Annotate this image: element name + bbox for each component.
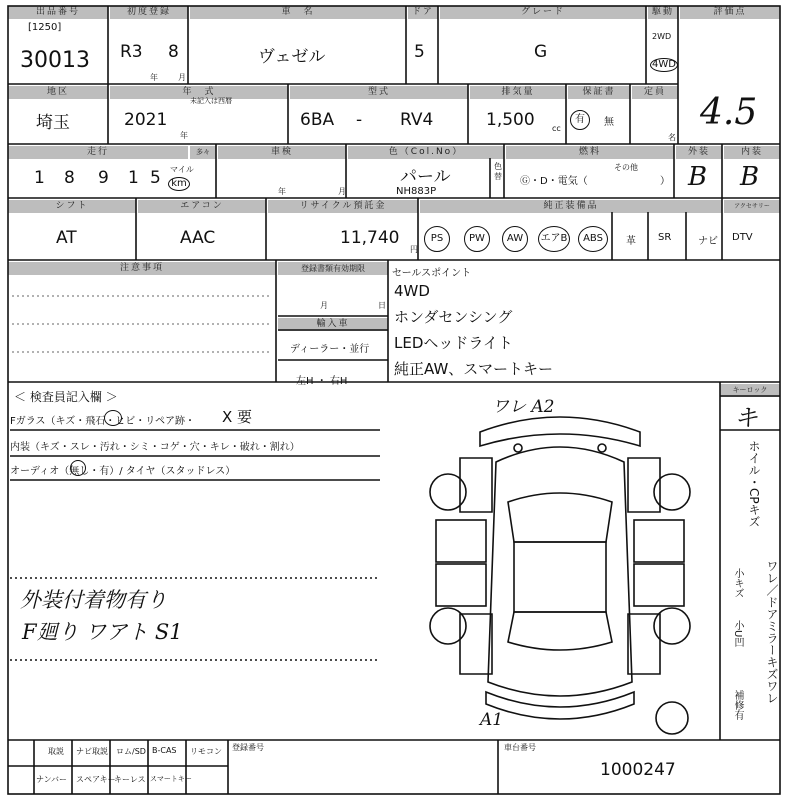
roof	[514, 542, 606, 612]
sales-point-2: ホンダセンシング	[394, 308, 513, 326]
aircon: AAC	[180, 228, 216, 248]
right-front-door	[634, 520, 684, 562]
recycle-unit: 円	[410, 245, 418, 254]
header-shift: シフト	[8, 200, 136, 213]
rear-window	[508, 612, 612, 650]
header-equipment: 純正装備品	[420, 200, 722, 213]
header-displacement: 排気量	[470, 86, 566, 99]
color-change-label: 色替	[494, 162, 502, 181]
legend-repaired: 補修有	[732, 690, 743, 720]
model-year-unit: 年	[180, 131, 188, 140]
glass-repair-needed: X 要	[222, 408, 253, 426]
auction-code: [1250]	[28, 22, 62, 33]
mileage-digit-2: 8	[64, 168, 75, 188]
year-note: 未記入は西暦	[190, 97, 232, 105]
header-aircon: エアコン	[138, 200, 266, 213]
equip-airbag-circled: エアB	[538, 226, 570, 252]
mirror-left	[514, 444, 522, 452]
windshield	[508, 493, 612, 542]
bottom-navi-manual: ナビ取説	[76, 747, 108, 756]
header-area: 地区	[8, 86, 108, 99]
bottom-plate: ナンバー	[36, 775, 68, 784]
interior-grade: B	[740, 162, 760, 192]
doors: 5	[414, 42, 425, 62]
reg-expiry-day: 日	[378, 301, 386, 310]
equip-ps-circled: PS	[424, 226, 450, 252]
diagram-note-bottom: A1	[480, 710, 504, 730]
key-mark: キ	[734, 404, 758, 432]
bottom-chassis-label: 車台番号	[504, 743, 536, 752]
capacity-unit: 名	[668, 133, 676, 142]
displacement: 1,500	[486, 110, 535, 130]
equip-pw-circled: PW	[464, 226, 490, 252]
mileage-unit-km-circled: km	[168, 177, 190, 191]
header-model: 型式	[290, 86, 468, 99]
color-code: NH883P	[396, 186, 437, 197]
mileage-digit-3: 9	[98, 168, 109, 188]
left-rear-door	[436, 564, 486, 606]
fuel-other: その他	[614, 163, 638, 172]
car-body	[488, 447, 632, 696]
right-rear-door	[634, 564, 684, 606]
model-prefix: 6BA	[300, 110, 335, 130]
bottom-remote: リモコン	[190, 747, 222, 756]
header-inspection: 車検	[218, 146, 346, 159]
area: 埼玉	[36, 113, 70, 133]
legend-small-dent: 小U凹	[732, 620, 743, 648]
right-rear-fender	[628, 614, 660, 674]
score: 4.5	[700, 92, 758, 133]
grade: G	[534, 42, 548, 62]
header-fuel: 燃料	[506, 146, 674, 159]
inspector-line-interior: 内装（キズ・スレ・汚れ・シミ・コゲ・穴・キレ・破れ・割れ）	[10, 442, 300, 453]
drive-4wd-circled: 4WD	[650, 58, 678, 72]
mileage-unit-mile: マイル	[170, 165, 194, 174]
header-grade: グレード	[440, 6, 646, 19]
chassis-number: 1000247	[600, 760, 676, 780]
first-reg-era: R3	[120, 42, 143, 62]
header-caution: 注意事項	[8, 262, 276, 275]
mirror-right	[598, 444, 606, 452]
sales-point-1: 4WD	[394, 282, 430, 300]
diagram-note-top: ワレ A2	[492, 397, 555, 417]
warranty-yes-circled: 有	[570, 110, 590, 130]
legend-mirror: ワレ／ドアミラーキズワレ	[765, 560, 779, 704]
import-hand: 左H ・ 右H	[296, 376, 348, 387]
sales-point-3: LEDヘッドライト	[394, 334, 513, 352]
header-car-name: 車 名	[190, 6, 406, 19]
equip-navi: ナビ	[698, 236, 718, 247]
header-accessories: アクセサリー	[724, 200, 780, 213]
warranty-no: 無	[604, 117, 614, 128]
header-interior: 内装	[724, 146, 780, 159]
header-recycle: リサイクル預託金	[268, 200, 418, 213]
legend-small-scratch: 小キズ	[732, 568, 743, 598]
header-doors: ドア	[408, 6, 438, 19]
mileage-digit-4: 1	[128, 168, 139, 188]
handwritten-note-2: F廻り ワアト S1	[22, 620, 183, 644]
equip-leather: 革	[626, 236, 636, 247]
equip-aw-circled: AW	[502, 226, 528, 252]
header-first-reg: 初度登録	[110, 6, 188, 19]
equip-sunroof: SR	[658, 232, 672, 243]
reg-expiry-month: 月	[320, 301, 328, 310]
bottom-spare-key: スペアキー	[76, 775, 116, 784]
inspector-line-audio: オーディオ（無し・有）/ タイヤ（スタッドレス）	[10, 466, 236, 477]
recycle-fee: 11,740	[340, 228, 400, 248]
header-year: 年 式	[110, 86, 288, 99]
car-damage-diagram	[400, 392, 720, 740]
header-key-lock: キーロック	[720, 384, 780, 397]
spare-wheel	[656, 702, 688, 734]
header-mileage: 走行	[8, 146, 188, 159]
bottom-smart-key: スマートキー	[150, 775, 192, 783]
header-color: 色（Col.No）	[348, 146, 504, 159]
header-lot-no: 出品番号	[8, 6, 108, 19]
mileage-digit-5: 5	[150, 168, 161, 188]
import-dealer: ディーラー・並行	[290, 344, 370, 355]
car-name: ヴェゼル	[258, 47, 326, 67]
bottom-keyless: キーレス	[114, 775, 146, 784]
handwritten-note-1: 外装付着物有り	[20, 588, 167, 612]
drive-2wd: 2WD	[652, 32, 672, 41]
model-code: RV4	[400, 110, 434, 130]
inspection-month-unit: 月	[338, 187, 346, 196]
header-import: 輸入車	[278, 318, 388, 331]
fuel-options: Ⓖ・D・電気（	[520, 176, 588, 187]
inspector-line-glass: Fガラス（キズ・飛石・ヒビ・リペア跡・	[10, 416, 196, 427]
header-sales-points: セールスポイント	[392, 268, 472, 279]
color-name: パール	[400, 167, 451, 187]
bottom-manual: 取説	[48, 747, 64, 756]
displacement-unit: cc	[552, 124, 561, 133]
header-score: 評価点	[680, 6, 780, 19]
header-warranty: 保証書	[568, 86, 630, 99]
lot-number: 30013	[20, 48, 90, 73]
exterior-grade: B	[688, 162, 708, 192]
fuel-close: ）	[660, 176, 670, 187]
bottom-bcas: B-CAS	[152, 746, 177, 755]
first-reg-month: 8	[168, 42, 179, 62]
equip-dtv: DTV	[732, 232, 753, 243]
header-exterior: 外装	[676, 146, 722, 159]
bottom-rom-sd: ロム/SD	[116, 747, 146, 756]
equip-abs-circled: ABS	[578, 226, 608, 252]
bottom-reg-no: 登録番号	[232, 743, 264, 752]
sales-point-4: 純正AW、スマートキー	[394, 360, 553, 378]
header-mileage-unit: 多々	[190, 146, 216, 159]
left-front-door	[436, 520, 486, 562]
header-drive: 駆動	[648, 6, 678, 19]
header-capacity: 定員	[632, 86, 678, 99]
model-year: 2021	[124, 110, 168, 130]
legend-wheel: ホイル・CPキズ	[747, 440, 761, 528]
header-reg-expiry: 登録書類有効期限	[278, 262, 388, 275]
left-rear-fender	[460, 614, 492, 674]
first-reg-month-unit: 月	[178, 73, 186, 82]
model-dash: -	[356, 110, 363, 130]
first-reg-year-unit: 年	[150, 73, 158, 82]
inspector-notes-title: ＜ 検査員記入欄 ＞	[14, 390, 118, 404]
inspection-year-unit: 年	[278, 187, 286, 196]
shift: AT	[56, 228, 77, 248]
mileage-digit-1: 1	[34, 168, 45, 188]
front-bumper	[480, 417, 640, 446]
